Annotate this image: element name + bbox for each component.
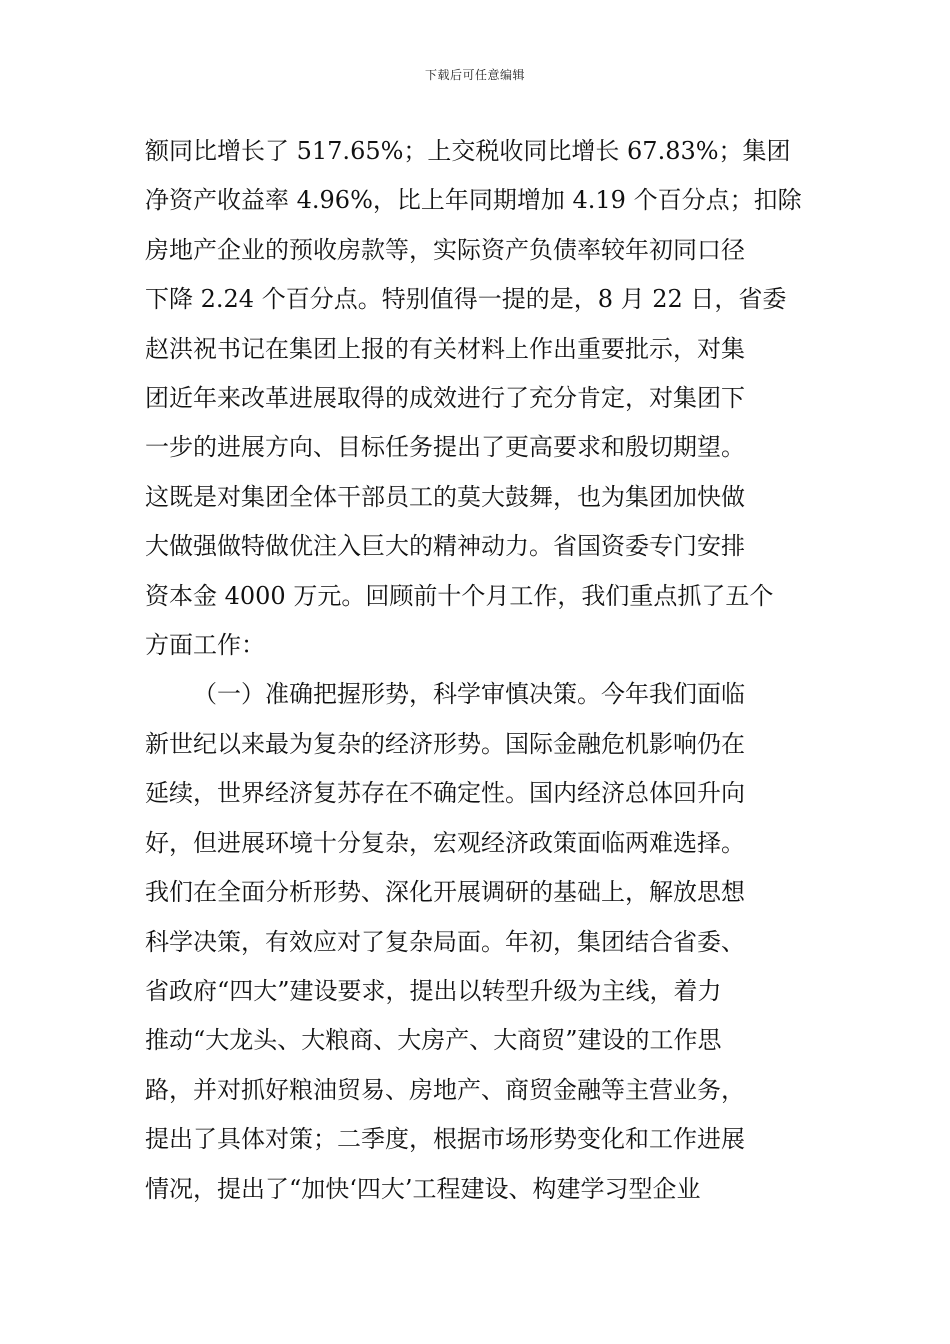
text-line: 大做强做特做优注入巨大的精神动力。省国资委专门安排 [145,532,745,561]
text-line: 我们在全面分析形势、深化开展调研的基础上，解放思想 [145,878,745,907]
body-text [145,127,810,1214]
text-line: 省政府“四大”建设要求，提出以转型升级为主线，着力 [145,976,722,1005]
text-line: 情况，提出了“加快‘四大’工程建设、构建学习型企业 [145,1174,701,1203]
text-line: 延续，世界经济复苏存在不确定性。国内经济总体回升向 [145,779,745,808]
text-line: 路，并对抓好粮油贸易、房地产、商贸金融等主营业务， [145,1075,745,1104]
text-line: 下降 2.24 个百分点。特别值得一提的是，8 月 22 日，省委 [145,285,787,314]
text-line: 好，但进展环境十分复杂，宏观经济政策面临两难选择。 [145,828,745,857]
text-line: 推动“大龙头、大粮商、大房产、大商贸”建设的工作思 [145,1026,722,1055]
text-line: 额同比增长了 517.65%；上交税收同比增长 67.83%；集团 [145,137,791,165]
text-line: 提出了具体对策；二季度，根据市场形势变化和工作进展 [145,1125,745,1154]
text-line: 一步的进展方向、目标任务提出了更高要求和殷切期望。 [145,433,745,462]
text-line: 房地产企业的预收房款等，实际资产负债率较年初同口径 [145,235,745,264]
page-header: 下载后可任意编辑 [424,68,525,82]
text-line: 赵洪祝书记在集团上报的有关材料上作出重要批示，对集 [145,334,745,363]
text-line: 方面工作： [145,631,265,660]
text-line: 团近年来改革进展取得的成效进行了充分肯定，对集团下 [145,384,745,413]
text-line: 新世纪以来最为复杂的经济形势。国际金融危机影响仍在 [145,729,745,758]
text-line: 科学决策，有效应对了复杂局面。年初，集团结合省委、 [145,927,745,956]
text-line: 资本金 4000 万元。回顾前十个月工作，我们重点抓了五个 [145,581,774,610]
text-line: 这既是对集团全体干部员工的莫大鼓舞，也为集团加快做 [145,482,745,511]
text-line: 净资产收益率 4.96%，比上年同期增加 4.19 个百分点；扣除 [145,186,802,215]
text-line: （一）准确把握形势，科学审慎决策。今年我们面临 [193,680,745,709]
